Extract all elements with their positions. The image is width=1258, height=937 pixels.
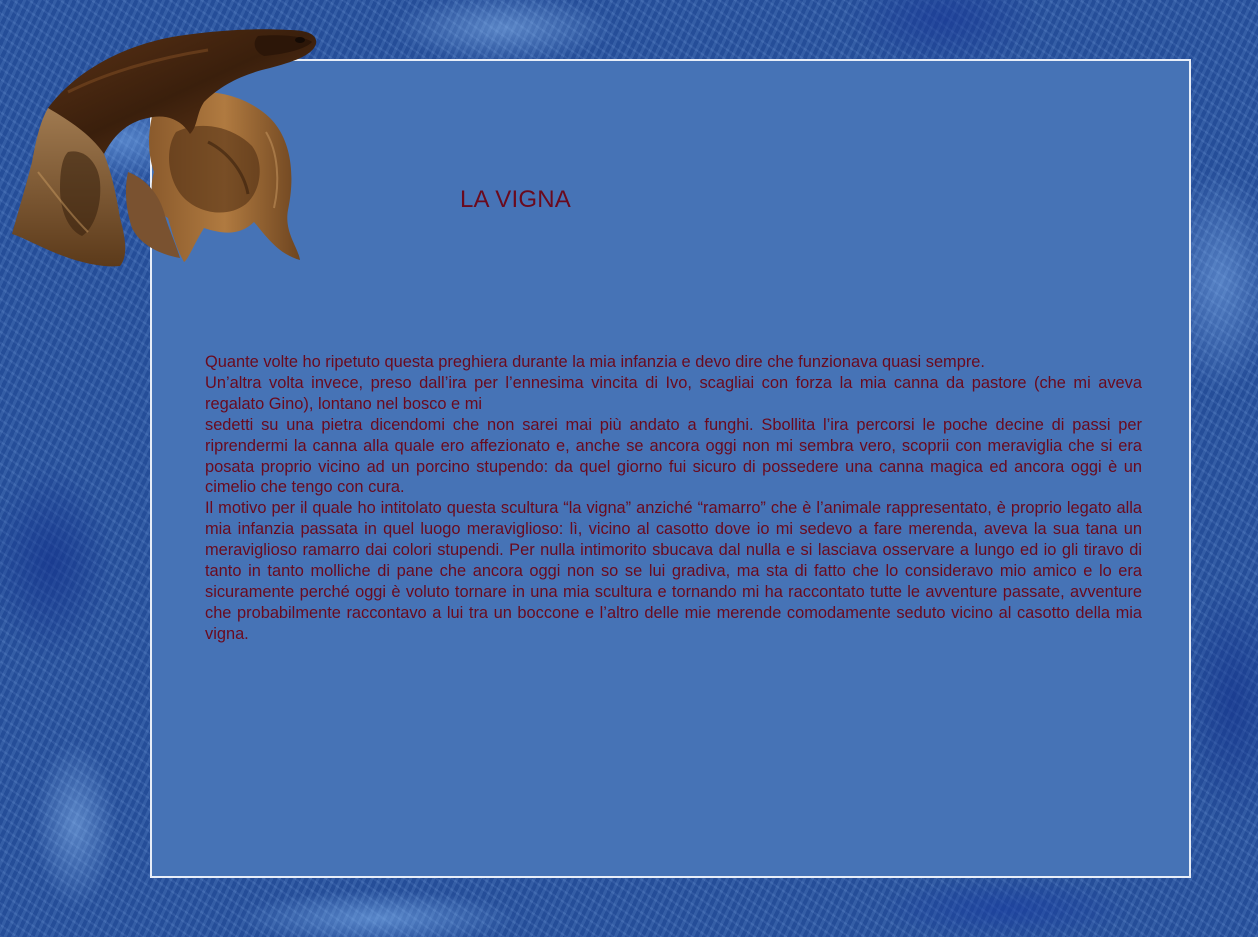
paragraph: Il motivo per il quale ho intitolato questa scultura “la vigna” anziché “ramarro” che è l’animale rappresentato, è proprio legato alla mia infanzia passata in quel luogo meraviglioso: lì, vicino al casotto dove io mi sedevo a fare merenda, aveva la sua tana un meraviglioso ramarro dai colori stupendi. Per nulla intimorito sbucava dal nulla e si lasciava osservare a lungo ed io gli tiravo di tanto in tanto molliche di pane che ancora oggi non so se lui gradiva, ma sta di fatto che lo consideravo mio amico e lo era sicuramente perché oggi è voluto tornare in una mia scultura e tornando mi ha raccontato tutte le avventure passate, avventure che probabilmente raccontavo a lui tra un boccone e l’altro delle mie merende comodamente seduto vicino al casotto della mia vigna. bbox=[205, 499, 1142, 643]
paragraph: sedetti su una pietra dicendomi che non sarei mai più andato a funghi. Sbollita l’ira percorsi le poche decine di passi per riprendermi la canna alla quale ero affezionato e, anche se ancora oggi non mi sembra vero, scoprii con meraviglia che si era posata proprio vicino ad un porcino stupendo: da quel giorno fui sicuro di possedere una canna magica ed ancora oggi è un cimelio che tengo con cura. bbox=[205, 415, 1142, 497]
story-text bbox=[205, 352, 1142, 645]
paragraph: Quante volte ho ripetuto questa preghiera durante la mia infanzia e devo dire che funzionava quasi sempre. bbox=[205, 353, 985, 371]
wood-sculpture-image bbox=[8, 22, 326, 272]
paragraph: Un’altra volta invece, preso dall’ira per l’ennesima vincita di Ivo, scagliai con forza la mia canna da pastore (che mi aveva regalato Gino), lontano nel bosco e mi bbox=[205, 373, 1142, 413]
page-title: LA VIGNA bbox=[460, 186, 571, 213]
